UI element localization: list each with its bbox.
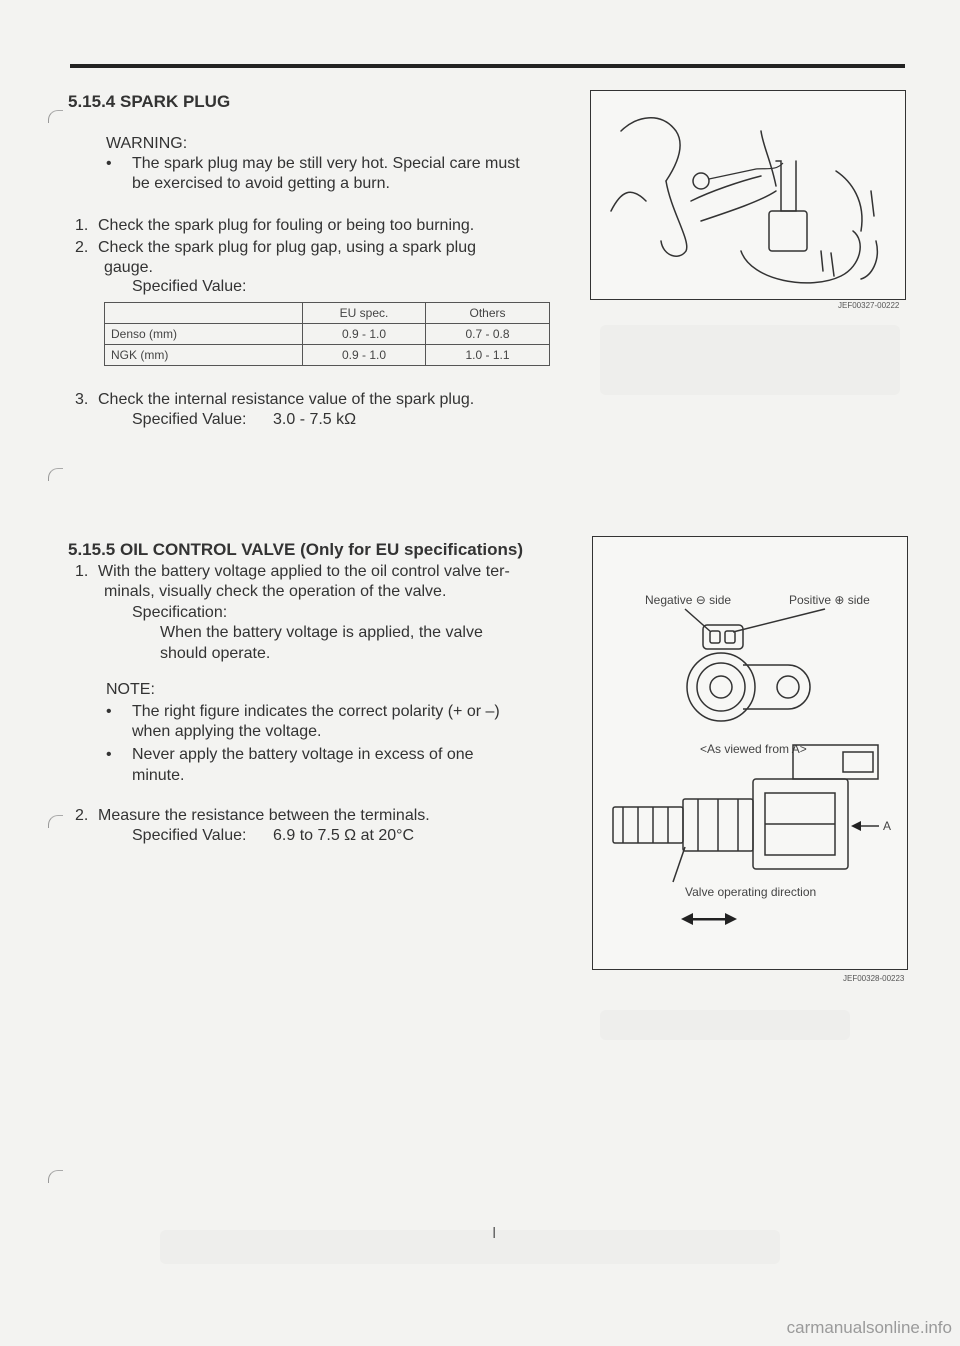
spec-text-cont: should operate. [160,645,271,662]
direction-label: Valve operating direction [685,885,817,899]
note-text: Never apply the battery voltage in excess of one [132,746,474,763]
ocv-step-1 [75,562,565,582]
step-text: With the battery voltage applied to the oil control valve ter- [98,563,510,580]
table-cell: 0.9 - 1.0 [303,345,426,366]
margin-mark [48,468,63,481]
step-text: Check the spark plug for fouling or being too burning. [98,217,475,234]
table-row [105,324,550,345]
margin-mark [48,110,63,123]
note-item [106,702,566,722]
margin-mark [48,815,63,828]
watermark-text[interactable]: carmanualsonline.info [786,1318,952,1337]
warning-text: The spark plug may be still very hot. Special care must [132,155,520,172]
step-1 [75,216,555,236]
gauge-wire-icon [693,173,709,189]
bleed-through [600,325,900,395]
bleed-through [600,1010,850,1040]
step2-spec-value: 6.9 to 7.5 Ω at 20°C [273,827,415,844]
figure-code: JEF00328-00223 [843,974,905,983]
table-header: EU spec. [303,303,426,324]
step-number: 1. [75,563,89,580]
spec-label: Specification: [132,604,228,621]
bullet: • [106,746,112,763]
step-number: 3. [75,391,89,408]
section-heading-spark-plug: 5.15.4 SPARK PLUG [68,92,231,111]
spec-label: Specified Value: [132,278,247,295]
view-label: <As viewed from A> [700,742,807,756]
table-cell: 1.0 - 1.1 [426,345,550,366]
step-text: Check the spark plug for plug gap, using a spark plug [98,239,477,256]
positive-side-label: Positive ⊕ side [789,593,870,607]
note-text-cont: minute. [132,767,185,784]
table-header-row [105,303,550,324]
ocv-step-2 [75,806,555,826]
oil-control-valve-illustration [593,537,907,969]
step-text: Check the internal resistance value of the spark plug. [98,391,475,408]
page-mark: I [492,1225,497,1242]
warning-item [106,154,566,174]
top-rule [70,64,905,68]
table-cell: 0.7 - 0.8 [426,324,550,345]
table-row [105,345,550,366]
step-text-cont: minals, visually check the operation of the valve. [104,583,447,600]
table-cell: NGK (mm) [105,345,303,366]
bullet: • [106,155,112,172]
spec-text: When the battery voltage is applied, the valve [160,624,483,641]
step2-spec-label: Specified Value: [132,827,247,844]
table-cell: Denso (mm) [105,324,303,345]
step-number: 1. [75,217,89,234]
step-text-cont: gauge. [104,259,153,276]
figure-code: JEF00327-00222 [838,301,900,310]
note-label: NOTE: [106,681,155,698]
bleed-through [160,1230,780,1264]
view-arrow-label: A [883,819,892,833]
step-2 [75,238,555,258]
negative-side-label: Negative ⊖ side [645,593,732,607]
warning-label: WARNING: [106,135,188,152]
spark-plug-gap-illustration [591,91,905,299]
spec-table [104,302,550,366]
step-3 [75,390,555,410]
margin-mark [48,1170,63,1183]
section-heading-oil-control-valve: 5.15.5 OIL CONTROL VALVE (Only for EU specifications) [68,540,523,559]
table-cell: 0.9 - 1.0 [303,324,426,345]
step-text: Measure the resistance between the terminals. [98,807,430,824]
step-number: 2. [75,239,89,256]
warning-text-cont: be exercised to avoid getting a burn. [132,175,390,192]
bullet: • [106,703,112,720]
note-text-cont: when applying the voltage. [132,723,322,740]
spark-plug-gap-figure [590,90,906,300]
step3-spec-label: Specified Value: [132,411,247,428]
oil-control-valve-figure [592,536,908,970]
note-item [106,745,566,765]
step3-spec-value: 3.0 - 7.5 kΩ [273,411,357,428]
note-text: The right figure indicates the correct polarity (+ or –) [132,703,500,720]
table-header [105,303,303,324]
step-number: 2. [75,807,89,824]
table-header: Others [426,303,550,324]
